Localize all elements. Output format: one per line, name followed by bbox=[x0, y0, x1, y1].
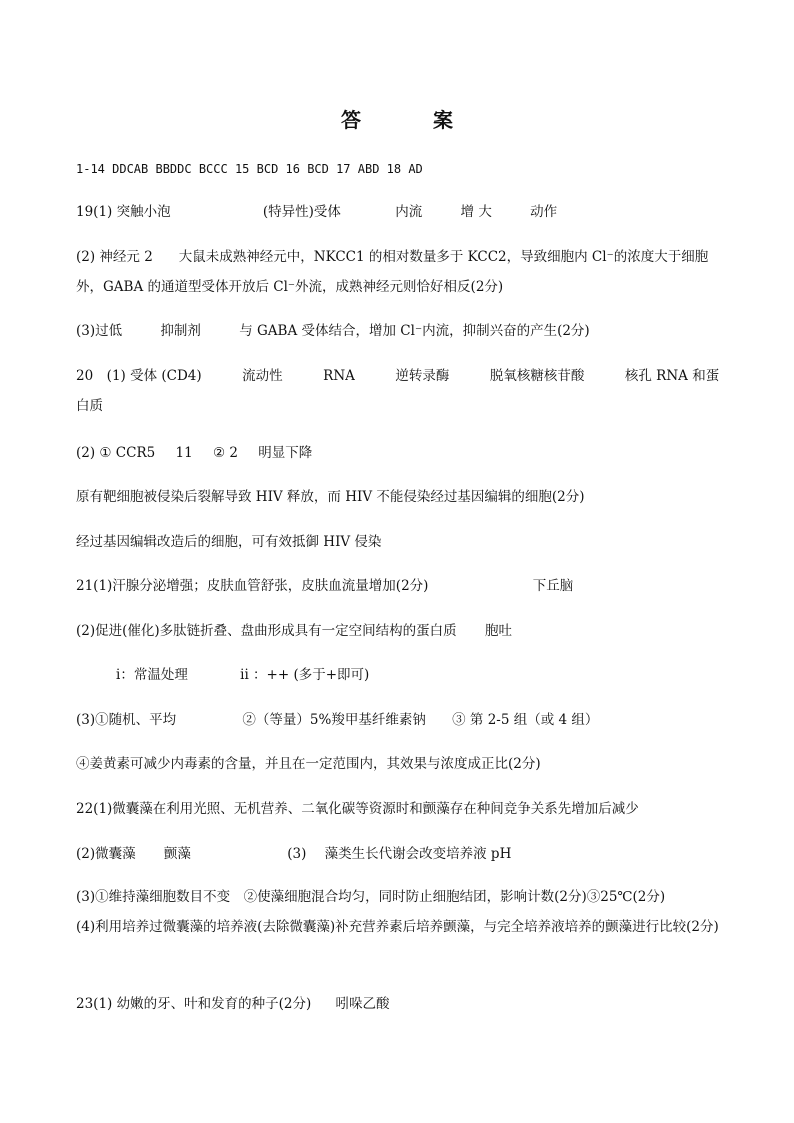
q20-line-3: 原有靶细胞被侵染后裂解导致 HIV 释放，而 HIV 不能侵染经过基因编辑的细胞(2分) bbox=[76, 489, 585, 505]
q21-line-3 bbox=[116, 665, 369, 685]
q23-part1-answer-2: 吲哚乙酸 bbox=[335, 996, 390, 1012]
q19-part3-answer-1: (3)过低 bbox=[76, 323, 123, 339]
q21-line-4 bbox=[76, 710, 598, 730]
q21-part2-answer-1: (2)促进(催化)多肽链折叠、盘曲形成具有一定空间结构的蛋白质 bbox=[76, 623, 457, 639]
q19-line-1 bbox=[76, 202, 557, 222]
q21-part3-answer-1: (3)①随机、平均 bbox=[76, 712, 177, 728]
q20-part2-answer-2: 11 bbox=[175, 445, 193, 461]
q22-line-2 bbox=[76, 844, 511, 864]
q19-line-2 bbox=[76, 242, 720, 302]
q19-line-3 bbox=[76, 321, 590, 341]
q21-part3-answer-2: ②（等量）5%羧甲基纤维素钠 bbox=[242, 712, 426, 728]
q21-line-5: ④姜黄素可减少内毒素的含量，并且在一定范围内，其效果与浓度成正比(2分) bbox=[76, 756, 541, 772]
q21-line-1 bbox=[76, 576, 573, 596]
q20-line-2 bbox=[76, 443, 312, 463]
q19-answer-2: (特异性)受体 bbox=[262, 204, 341, 220]
q19-answer-1: 19(1) 突触小泡 bbox=[76, 204, 171, 220]
q21-part1-answer-2: 下丘脑 bbox=[532, 578, 574, 594]
q21-part2-i: i：常温处理 bbox=[116, 667, 188, 683]
q20-part2-answer-1: (2) ① CCR5 bbox=[76, 445, 156, 461]
q20-line-4: 经过基因编辑改造后的细胞，可有效抵御 HIV 侵染 bbox=[76, 534, 382, 550]
q19-part3-answer-3: 与 GABA 受体结合，增加 Cl⁻内流，抑制兴奋的产生(2分) bbox=[239, 323, 590, 339]
q23-line-1 bbox=[76, 994, 390, 1014]
page-title: 答 案 bbox=[341, 108, 479, 132]
q19-part2-explanation: 大鼠未成熟神经元中，NKCC1 的相对数量多于 KCC2，导致细胞内 Cl⁻的浓度大于细胞外，GABA 的通道型受体开放后 Cl⁻外流，成熟神经元则恰好相反(2分) bbox=[76, 249, 709, 295]
q23-part1-answer-1: 23(1) 幼嫩的牙、叶和发育的种子(2分) bbox=[76, 996, 312, 1012]
q21-part2-answer-2: 胞吐 bbox=[484, 623, 512, 639]
multiple-choice-answers: 1-14 DDCAB BBDDC BCCC 15 BCD 16 BCD 17 ABD 18 AD bbox=[76, 162, 423, 176]
q22-line-1: 22(1)微囊藻在利用光照、无机营养、二氧化碳等资源时和颤藻存在种间竞争关系先增加后减少 bbox=[76, 801, 639, 817]
q19-part3-answer-2: 抑制剂 bbox=[160, 323, 201, 339]
q22-part2-answer-2: 颤藻 bbox=[163, 846, 191, 862]
q20-line-1: 20 (1) 受体 (CD4) 流动性 RNA 逆转录酶 脱氧核糖核苷酸 核孔 RNA 和蛋白质 bbox=[76, 368, 720, 414]
q22-line-3: (3)①维持藻细胞数目不变 ②使藻细胞混合均匀，同时防止细胞结团，影响计数(2分)③25℃(2分) bbox=[76, 889, 666, 905]
q22-part3-label: (3) bbox=[287, 846, 307, 862]
q21-part3-answer-3: ③ 第 2-5 组（或 4 组） bbox=[452, 712, 599, 728]
q21-part2-ii: ii ：++ (多于+即可) bbox=[240, 667, 370, 683]
q19-answer-4: 增 大 bbox=[460, 204, 492, 220]
q20-part2-answer-3: ② 2 bbox=[213, 445, 238, 461]
q22-line-4: (4)利用培养过微囊藻的培养液(去除微囊藻)补充营养素后培养颤藻，与完全培养液培养的颤藻进行比较(2分) bbox=[76, 919, 719, 935]
q22-part3-answer: 藻类生长代谢会改变培养液 pH bbox=[324, 846, 512, 862]
q19-answer-5: 动作 bbox=[530, 204, 558, 220]
q19-answer-3: 内流 bbox=[395, 204, 423, 220]
q21-line-2 bbox=[76, 621, 512, 641]
q19-part2-label: (2) 神经元 2 bbox=[76, 249, 153, 265]
q20-part2-answer-4: 明显下降 bbox=[258, 445, 313, 461]
q22-part2-answer-1: (2)微囊藻 bbox=[76, 846, 136, 862]
q21-part1-answer-1: 21(1)汗腺分泌增强；皮肤血管舒张，皮肤血流量增加(2分) bbox=[76, 578, 429, 594]
